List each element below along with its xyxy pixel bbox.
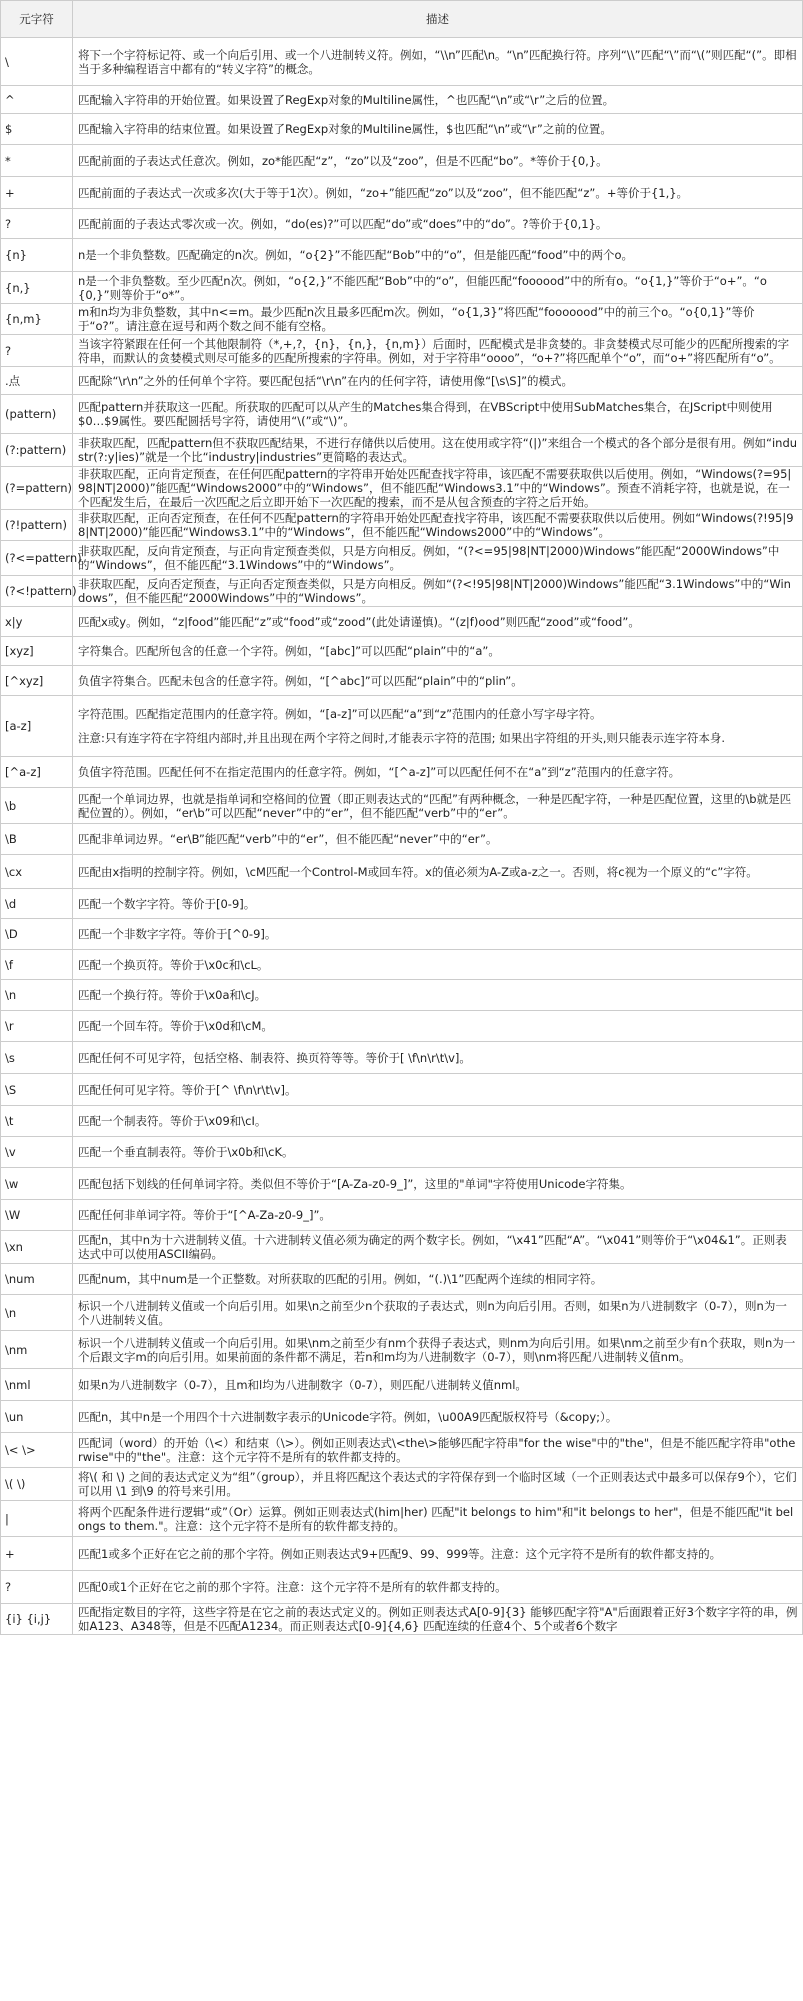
metachar-cell: \nm <box>1 1331 73 1369</box>
metachar-cell: \v <box>1 1137 73 1168</box>
table-row <box>1 1369 803 1401</box>
description-text: 匹配num，其中num是一个正整数。对所获取的匹配的引用。例如，“(.)\1”匹配两个连续的相同字符。 <box>78 1272 603 1286</box>
description-text: 匹配一个制表符。等价于\x09和\cI。 <box>78 1114 267 1128</box>
metachar-cell: \cx <box>1 855 73 889</box>
metachar-cell: + <box>1 177 73 209</box>
description-text: 匹配一个垂直制表符。等价于\x0b和\cK。 <box>78 1145 294 1159</box>
table-row <box>1 919 803 950</box>
metachar-cell: \< \> <box>1 1433 73 1468</box>
description-cell <box>73 239 803 272</box>
table-row <box>1 38 803 86</box>
description-cell <box>73 467 803 510</box>
description-cell <box>73 757 803 788</box>
table-row <box>1 335 803 367</box>
description-text: 匹配输入字符串的开始位置。如果设置了RegExp对象的Multiline属性，^也匹配“\n”或“\r”之后的位置。 <box>78 92 615 107</box>
description-cell <box>73 607 803 637</box>
description-cell <box>73 1106 803 1137</box>
metachar-cell: [^a-z] <box>1 757 73 788</box>
metachar-cell: [a-z] <box>1 696 73 757</box>
description-note: 注意:只有连字符在字符组内部时,并且出现在两个字符之间时,才能表示字符的范围; 如果出字符组的开头,则只能表示连字符本身. <box>78 731 726 745</box>
description-text: 标识一个八进制转义值或一个向后引用。如果\nm之前至少有nm个获得子表达式，则nm为向后引用。如果\nm之前至少有n个获取，则n为一个后跟文字m的向后引用。如果前面的条件都不满足，若n和m均为八进制数字（0-7），则\nm将匹配八进制转义值nm。 <box>78 1335 796 1364</box>
header-description: 描述 <box>73 1 803 38</box>
table-row <box>1 637 803 666</box>
metachar-cell: \D <box>1 919 73 950</box>
description-cell <box>73 367 803 395</box>
description-text: 匹配n，其中n是一个用四个十六进制数字表示的Unicode字符。例如，\u00A9匹配版权符号（&copy;）。 <box>78 1409 618 1424</box>
table-row <box>1 757 803 788</box>
table-row <box>1 1264 803 1295</box>
description-text: 匹配指定数目的字符，这些字符是在它之前的表达式定义的。例如正则表达式A[0-9]{3} 能够匹配字符"A"后面跟着正好3个数字字符的串，例如A123、A348等，但是不匹配A1234。而正则表达式[0-9]{4,6} 匹配连续的任意4个、5个或者6个数字 <box>78 1605 798 1633</box>
description-text: 匹配一个非数字字符。等价于[^0-9]。 <box>78 927 277 941</box>
metachar-cell: + <box>1 1537 73 1571</box>
table-row <box>1 1433 803 1468</box>
metachar-cell: \t <box>1 1106 73 1137</box>
table-body <box>1 38 803 1635</box>
description-cell <box>73 980 803 1011</box>
description-cell <box>73 395 803 434</box>
description-cell <box>73 1604 803 1635</box>
metachar-cell: ^ <box>1 86 73 114</box>
description-cell <box>73 1331 803 1369</box>
header-symbol: 元字符 <box>1 1 73 38</box>
table-row <box>1 1011 803 1042</box>
table-row <box>1 1331 803 1369</box>
description-text: 匹配前面的子表达式任意次。例如，zo*能匹配“z”，“zo”以及“zoo”，但是不匹配“bo”。*等价于{0,}。 <box>78 153 608 168</box>
metachar-cell: \un <box>1 1401 73 1433</box>
description-cell <box>73 666 803 696</box>
table-row <box>1 1501 803 1537</box>
metachar-cell: (pattern) <box>1 395 73 434</box>
table-row <box>1 1571 803 1604</box>
description-cell <box>73 272 803 304</box>
metachar-cell: \B <box>1 824 73 855</box>
description-cell <box>73 1433 803 1468</box>
metachar-cell: [^xyz] <box>1 666 73 696</box>
description-cell <box>73 335 803 367</box>
table-row <box>1 272 803 304</box>
metachar-cell: (?!pattern) <box>1 510 73 541</box>
table-row <box>1 1537 803 1571</box>
table-row <box>1 576 803 607</box>
table-row <box>1 434 803 467</box>
description-text: 匹配一个数字字符。等价于[0-9]。 <box>78 896 256 911</box>
table-row <box>1 607 803 637</box>
description-cell <box>73 919 803 950</box>
description-text: 匹配0或1个正好在它之前的那个字符。注意：这个元字符不是所有的软件都支持的。 <box>78 1580 507 1594</box>
description-text: 非获取匹配，反向肯定预查，与正向肯定预查类似，只是方向相反。例如，“(?<=95|98|NT|2000)Windows”能匹配“2000Windows”中的“Windows”，但不能匹配“3.1Windows”中的“Windows”。 <box>78 544 780 572</box>
table-row <box>1 1468 803 1501</box>
description-cell <box>73 434 803 467</box>
description-cell <box>73 788 803 824</box>
description-text: 如果n为八进制数字（0-7），且m和l均为八进制数字（0-7），则匹配八进制转义值nml。 <box>78 1377 527 1392</box>
description-text: 负值字符范围。匹配任何不在指定范围内的任意字符。例如，“[^a-z]”可以匹配任何不在“a”到“z”范围内的任意字符。 <box>78 765 681 779</box>
table-row <box>1 467 803 510</box>
description-cell <box>73 1168 803 1200</box>
description-text: 匹配一个单词边界，也就是指单词和空格间的位置（即正则表达式的“匹配”有两种概念，一种是匹配字符，一种是匹配位置，这里的\b就是匹配位置的）。例如，“er\b”可以匹配“never”中的“er”，但不能匹配“verb”中的“er”。 <box>78 791 792 820</box>
metachar-cell: (?:pattern) <box>1 434 73 467</box>
table-row <box>1 1074 803 1106</box>
metachar-cell: \num <box>1 1264 73 1295</box>
table-row <box>1 145 803 177</box>
metachar-cell: (?<!pattern) <box>1 576 73 607</box>
description-text: 将\( 和 \) 之间的表达式定义为“组”（group），并且将匹配这个表达式的字符保存到一个临时区域（一个正则表达式中最多可以保存9个），它们可以用 \1 到\9 的符号来引用。 <box>78 1470 797 1498</box>
description-text: 匹配输入字符串的结束位置。如果设置了RegExp对象的Multiline属性，$也匹配“\n”或“\r”之前的位置。 <box>78 122 612 136</box>
table-row <box>1 824 803 855</box>
description-cell <box>73 209 803 239</box>
description-cell <box>73 637 803 666</box>
metachar-cell: | <box>1 1501 73 1537</box>
description-text: 匹配一个换行符。等价于\x0a和\cJ。 <box>78 988 267 1002</box>
description-cell <box>73 696 803 757</box>
description-text: 非获取匹配，匹配pattern但不获取匹配结果，不进行存储供以后使用。这在使用或字符“(|)”来组合一个模式的各个部分是很有用。例如“industr(?:y|ies)”就是一个比“industry|industries”更简略的表达式。 <box>78 436 798 464</box>
description-cell <box>73 145 803 177</box>
metachar-cell: \xn <box>1 1231 73 1264</box>
description-cell <box>73 177 803 209</box>
table-row <box>1 1231 803 1264</box>
description-cell <box>73 304 803 335</box>
description-cell <box>73 1295 803 1331</box>
description-text: 将两个匹配条件进行逻辑“或”（Or）运算。例如正则表达式(him|her) 匹配"it belongs to him"和"it belongs to her"，但是不能匹配"it belongs to them."。注意：这个元字符不是所有的软件都支持的。 <box>78 1504 794 1533</box>
table-row <box>1 1200 803 1231</box>
description-cell <box>73 510 803 541</box>
table-header-row <box>1 1 803 38</box>
description-cell <box>73 1137 803 1168</box>
description-cell <box>73 1074 803 1106</box>
table-row <box>1 1168 803 1200</box>
description-cell <box>73 1200 803 1231</box>
description-text: 将下一个字符标记符、或一个向后引用、或一个八进制转义符。例如，“\\n”匹配\n。“\n”匹配换行符。序列“\\”匹配“\”而“\(”则匹配“(”。即相当于多种编程语言中都有的“转义字符”的概念。 <box>78 47 797 76</box>
table-row <box>1 666 803 696</box>
description-text: 字符范围。匹配指定范围内的任意字符。例如，“[a-z]”可以匹配“a”到“z”范围内的任意小写字母字符。 <box>78 707 602 721</box>
description-cell <box>73 1501 803 1537</box>
description-cell <box>73 541 803 576</box>
table-row <box>1 114 803 145</box>
table-row <box>1 541 803 576</box>
metachar-cell: \r <box>1 1011 73 1042</box>
description-cell <box>73 1401 803 1433</box>
description-text: 匹配x或y。例如，“z|food”能匹配“z”或“food”或“zood”(此处请谨慎)。“(z|f)ood”则匹配“zood”或“food”。 <box>78 614 640 629</box>
description-cell <box>73 855 803 889</box>
description-text: m和n均为非负整数，其中n<=m。最少匹配n次且最多匹配m次。例如，“o{1,3}”将匹配“fooooood”中的前三个o。“o{0,1}”等价于“o?”。请注意在逗号和两个数之间不能有空格。 <box>78 305 755 333</box>
description-text: 匹配任何不可见字符，包括空格、制表符、换页符等等。等价于[ \f\n\r\t\v]。 <box>78 1050 471 1065</box>
description-cell <box>73 950 803 980</box>
description-text: 负值字符集合。匹配未包含的任意字符。例如，“[^abc]”可以匹配“plain”中的“plin”。 <box>78 673 523 688</box>
description-cell <box>73 1571 803 1604</box>
metachar-cell: (?<=pattern) <box>1 541 73 576</box>
description-text: 匹配任何可见字符。等价于[^ \f\n\r\t\v]。 <box>78 1082 297 1097</box>
description-cell <box>73 1468 803 1501</box>
metachar-cell: x|y <box>1 607 73 637</box>
metachar-cell: \b <box>1 788 73 824</box>
description-cell <box>73 1264 803 1295</box>
description-text: n是一个非负整数。匹配确定的n次。例如，“o{2}”不能匹配“Bob”中的“o”，但是能匹配“food”中的两个o。 <box>78 248 634 262</box>
description-text: 非获取匹配，正向否定预查，在任何不匹配pattern的字符串开始处匹配查找字符串，该匹配不需要获取供以后使用。例如“Windows(?!95|98|NT|2000)”能匹配“Windows3.1”中的“Windows”，但不能匹配“Windows2000”中的“Windows”。 <box>78 511 794 539</box>
description-cell <box>73 1231 803 1264</box>
table-row <box>1 367 803 395</box>
description-cell <box>73 824 803 855</box>
description-cell <box>73 1011 803 1042</box>
metachar-cell: \W <box>1 1200 73 1231</box>
metachar-cell: (?=pattern) <box>1 467 73 510</box>
description-text: n是一个非负整数。至少匹配n次。例如，“o{2,}”不能匹配“Bob”中的“o”，但能匹配“foooood”中的所有o。“o{1,}”等价于“o+”。“o{0,}”则等价于“o*”。 <box>78 273 767 302</box>
metachar-cell: \f <box>1 950 73 980</box>
table-row <box>1 510 803 541</box>
description-cell <box>73 114 803 145</box>
metachar-cell: {n,m} <box>1 304 73 335</box>
description-text: 匹配非单词边界。“er\B”能匹配“verb”中的“er”，但不能匹配“never”中的“er”。 <box>78 832 498 846</box>
metachar-cell: \s <box>1 1042 73 1074</box>
metachar-cell: \n <box>1 980 73 1011</box>
description-text: 匹配除“\r\n”之外的任何单个字符。要匹配包括“\r\n”在内的任何字符，请使用像“[\s\S]”的模式。 <box>78 373 574 388</box>
description-text: 匹配前面的子表达式一次或多次(大于等于1次）。例如，“zo+”能匹配“zo”以及“zoo”，但不能匹配“z”。+等价于{1,}。 <box>78 185 689 200</box>
table-row <box>1 1401 803 1433</box>
description-text: 匹配1或多个正好在它之前的那个字符。例如正则表达式9+匹配9、99、999等。注意：这个元字符不是所有的软件都支持的。 <box>78 1546 722 1561</box>
metachar-cell: \( \) <box>1 1468 73 1501</box>
description-text: 匹配前面的子表达式零次或一次。例如，“do(es)?”可以匹配“do”或“does”中的“do”。?等价于{0,1}。 <box>78 216 608 231</box>
metachar-cell: [xyz] <box>1 637 73 666</box>
description-cell <box>73 38 803 86</box>
description-cell <box>73 576 803 607</box>
description-cell <box>73 1537 803 1571</box>
table-row <box>1 889 803 919</box>
description-text: 当该字符紧跟在任何一个其他限制符（*,+,?，{n}，{n,}，{n,m}）后面时，匹配模式是非贪婪的。非贪婪模式尽可能少的匹配所搜索的字符串，而默认的贪婪模式则尽可能多的匹配所搜索的字符串。例如，对于字符串“oooo”，“o+?”将匹配单个“o”，而“o+”将匹配所有“o”。 <box>78 336 790 365</box>
description-text: 非获取匹配，正向肯定预查，在任何匹配pattern的字符串开始处匹配查找字符串，该匹配不需要获取供以后使用。例如，“Windows(?=95|98|NT|2000)”能匹配“Windows2000”中的“Windows”，但不能匹配“Windows3.1”中的“Windows”。预查不消耗字符，也就是说，在一个匹配发生后，在最后一次匹配之后立即开始下一次匹配的搜索，而不是从包含预查的字符之后开始。 <box>78 467 792 509</box>
metachar-cell: {n} <box>1 239 73 272</box>
table-row <box>1 696 803 757</box>
metachar-cell: \w <box>1 1168 73 1200</box>
metachar-cell: \n <box>1 1295 73 1331</box>
metachar-cell: {i} {i,j} <box>1 1604 73 1635</box>
metachar-cell: .点 <box>1 367 73 395</box>
table-row <box>1 980 803 1011</box>
description-text: 匹配一个回车符。等价于\x0d和\cM。 <box>78 1019 273 1033</box>
description-text: 匹配pattern并获取这一匹配。所获取的匹配可以从产生的Matches集合得到，在VBScript中使用SubMatches集合，在JScript中则使用$0…$9属性。要匹配圆括号字符，请使用“\(”或“\)”。 <box>78 400 773 428</box>
metachar-cell: ? <box>1 209 73 239</box>
description-text: 匹配包括下划线的任何单词字符。类似但不等价于“[A-Za-z0-9_]”，这里的"单词"字符使用Unicode字符集。 <box>78 1176 632 1191</box>
table-row <box>1 788 803 824</box>
description-text: 匹配n，其中n为十六进制转义值。十六进制转义值必须为确定的两个数字长。例如，“\x41”匹配“A”。“\x041”则等价于“\x04&1”。正则表达式中可以使用ASCII编码。 <box>78 1233 787 1261</box>
metachar-cell: $ <box>1 114 73 145</box>
metachar-cell: \ <box>1 38 73 86</box>
metachar-cell: \nml <box>1 1369 73 1401</box>
description-text: 非获取匹配，反向否定预查，与正向否定预查类似，只是方向相反。例如“(?<!95|98|NT|2000)Windows”能匹配“3.1Windows”中的“Windows”，但不能匹配“2000Windows”中的“Windows”。 <box>78 577 791 605</box>
description-cell <box>73 889 803 919</box>
metachar-cell: ? <box>1 335 73 367</box>
table-row <box>1 1295 803 1331</box>
table-row <box>1 177 803 209</box>
metachar-cell: * <box>1 145 73 177</box>
metachar-cell: \S <box>1 1074 73 1106</box>
table-row <box>1 86 803 114</box>
description-cell <box>73 1042 803 1074</box>
metachar-cell: ? <box>1 1571 73 1604</box>
description-text: 匹配任何非单词字符。等价于“[^A-Za-z0-9_]”。 <box>78 1208 331 1222</box>
description-cell <box>73 86 803 114</box>
description-text: 字符集合。匹配所包含的任意一个字符。例如，“[abc]”可以匹配“plain”中的“a”。 <box>78 644 500 658</box>
description-text: 标识一个八进制转义值或一个向后引用。如果\n之前至少n个获取的子表达式，则n为向后引用。否则，如果n为八进制数字（0-7），则n为一个八进制转义值。 <box>78 1298 787 1327</box>
table-row <box>1 1042 803 1074</box>
table-row <box>1 1137 803 1168</box>
table-row <box>1 209 803 239</box>
description-text: 匹配一个换页符。等价于\x0c和\cL。 <box>78 957 269 972</box>
metachar-cell: {n,} <box>1 272 73 304</box>
table-row <box>1 395 803 434</box>
table-row <box>1 239 803 272</box>
table-row <box>1 855 803 889</box>
description-text: 匹配词（word）的开始（\<）和结束（\>）。例如正则表达式\<the\>能够匹配字符串"for the wise"中的"the"，但是不能匹配字符串"otherwise"中的"the"。注意：这个元字符不是所有的软件都支持的。 <box>78 1436 796 1464</box>
metachar-cell: \d <box>1 889 73 919</box>
description-text: 匹配由x指明的控制字符。例如，\cM匹配一个Control-M或回车符。x的值必须为A-Z或a-z之一。否则，将c视为一个原义的“c”字符。 <box>78 864 758 879</box>
table-row <box>1 304 803 335</box>
description-cell <box>73 1369 803 1401</box>
table-row <box>1 1106 803 1137</box>
table-row <box>1 1604 803 1635</box>
table-row <box>1 950 803 980</box>
